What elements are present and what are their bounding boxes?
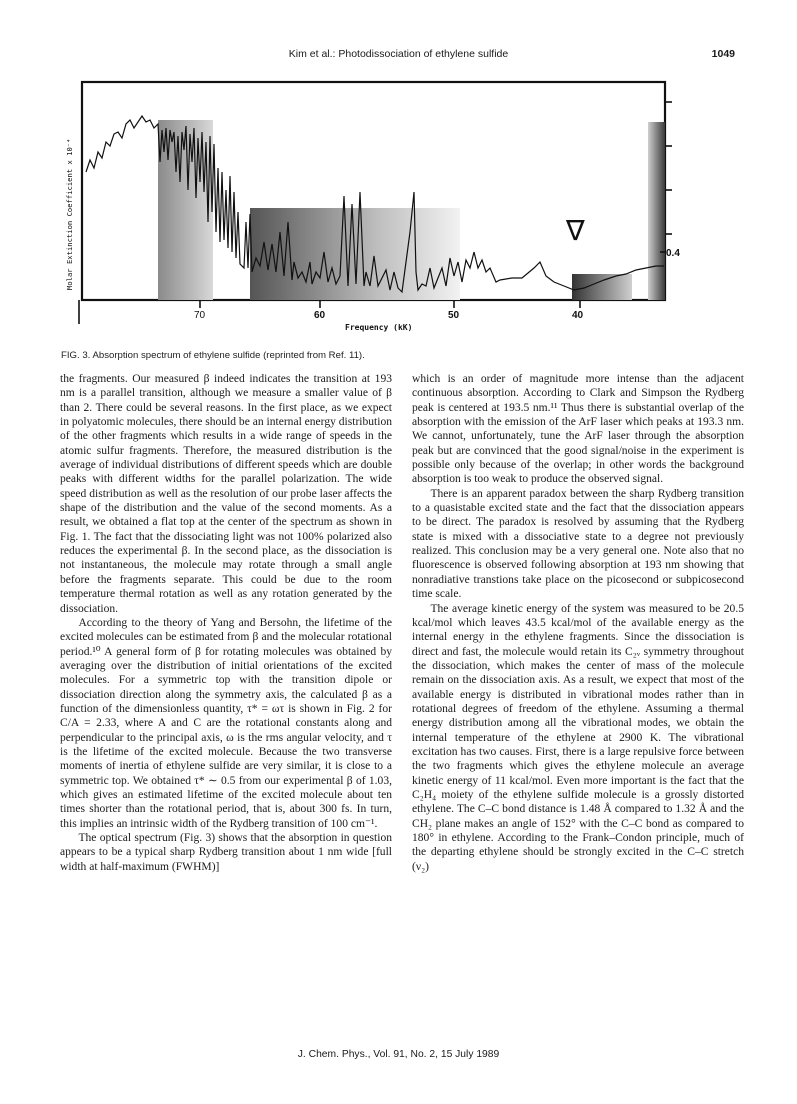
spectrum-plot xyxy=(60,72,750,342)
shaded-band-3 xyxy=(572,274,632,300)
figure-caption: FIG. 3. Absorption spectrum of ethylene sulfide (reprinted from Ref. 11). xyxy=(61,350,365,361)
paragraph: the fragments. Our measured β indeed indicates the transition at 193 nm is a parallel transition, although we measure a smaller value of β than 2. There could be several reasons. In the first place, as we expect in polyatomic molecules, there should be an internal energy distribution of the other fragments which results in a wide range of speeds in the atomic sulfur fragments. Therefore, the measured distribution is the average of individual distributions of different speeds which are double peaks with different widths for the parallel polarization. The wide speed distribution as well as the resolution of our probe laser affects the shape of the distribution and the value of the second moments. As a result, we obtained a flat top at the center of the spectrum as shown in Fig. 1. The fact that the dissociating light was not 100% polarized also reduces the experimental β. In the second place, as the dissociation is not instantaneous, the molecule may rotate through a small angle before the fragments separate. This could be due to the room temperature thermal rotation as well as any rotation generated by the dissociation. xyxy=(60,373,393,615)
paragraph: According to the theory of Yang and Bersohn, the lifetime of the excited molecules can be estimated from β and the molecular rotational period.¹⁰ A general form of β for rotating molecules was obtained by averaging over the distribution of initial orientations of the excited molecules. For a symmetric top with the transition dipole or dissociation direction along the symmetry axis, the calculated β as a function of the dimensionless quantity, τ* = ωτ is shown in Fig. 2 for C/A = 2.33, where A and C are the rotational constants along and perpendicular to the principal axis, ω is the rms angular velocity, and τ is the lifetime of the excited molecule. Because the two transverse moments of inertia of ethylene sulfide are very similar, it is close to a symmetric top. We obtained τ* ∼ 0.5 from our experimental β of 1.03, which gives an estimated lifetime of the excited molecule about ten times shorter than the rotational period, that is, about 300 fs. In turn, this implies an intrinsic width of the Rydberg transition of 100 cm⁻¹. xyxy=(60,616,392,830)
y-axis-label: Molar Extinction Coefficient x 10⁻⁴ xyxy=(65,138,74,290)
x-tick-50: 50 xyxy=(448,310,460,321)
paragraph: which is an order of magnitude more intense than the adjacent continuous absorption. According to Clark and Simpson the Rydberg peak is centered at 193.5 nm.¹¹ Thus there is substantial overlap of the absorption with the emission of the ArF laser which peaks at 193.3 nm. We cannot, unfortunately, tune the ArF laser through the absorption peak but are convinced that the good signal/noise in the experiment is possible only because of the overlap; in other words the background absorption is too weak to produce the observed signal. xyxy=(412,373,744,486)
right-column xyxy=(412,372,744,874)
inverted-triangle-marker: ∇ xyxy=(566,214,585,247)
running-title: Kim et al.: Photodissociation of ethylene sulfide xyxy=(288,48,509,60)
paragraph: The average kinetic energy of the system was measured to be 20.5 kcal/mol which leaves 43.5 kcal/mol of the available energy as the internal energy in the ethylene fragments. Since the dissociation is direct and fast, the molecule would retain its C₂ᵥ symmetry throughout the dissociation, which makes the center of mass of the molecule remain on the dissociation axis. As a result, we expect that most of the available energy is distributed in vibrational modes rather than in rotational degrees of freedom of the ethylene. Assuming a thermal energy distribution among all the vibrational modes, we obtain the internal temperature of the ethylene at 2900 K. The vibrational excitation has two causes. First, there is a large repulsive force between the two fragments which gives the ethylene molecule an average kinetic energy of 11 kcal/mol. Even more important is the fact that the C₂H₄ moiety of the ethylene sulfide molecule is a grossly distorted ethylene. The C–C bond distance is 1.48 Å compared to 1.32 Å and the CH₂ plane makes an angle of 152° with the C–C bond as compared to 180° in ethylene. According to the Frank–Condon principle, much of the departing ethylene should be strongly excited in the C–C stretch (ν₂) xyxy=(412,602,744,873)
x-axis-ticks xyxy=(79,300,580,324)
running-header xyxy=(0,48,797,64)
x-tick-70: 70 xyxy=(194,310,206,321)
x-tick-40: 40 xyxy=(572,310,584,321)
paragraph: The optical spectrum (Fig. 3) shows that the absorption in question appears to be a typical sharp Rydberg transition about 1 nm wide [full width at half-maximum (FWHM)] xyxy=(60,832,392,873)
x-tick-60: 60 xyxy=(314,310,326,321)
x-axis-label: Frequency (kK) xyxy=(345,323,413,332)
shaded-band-right xyxy=(648,122,665,300)
right-tick-label: 0.4 xyxy=(666,248,680,259)
page-number: 1049 xyxy=(711,48,735,60)
journal-footer: J. Chem. Phys., Vol. 91, No. 2, 15 July 1989 xyxy=(297,1049,500,1060)
shaded-band-1 xyxy=(158,120,213,300)
left-column xyxy=(60,372,392,874)
paragraph: There is an apparent paradox between the sharp Rydberg transition to a quasistable excited state and the fact that the dissociation appears to be direct. The paradox is resolved by assuming that the Rydberg state is mixed with a dissociative state to a degree not previously realized. This conclusion may be a very general one. Note also that no fluorescence is observed following absorption at 193 nm showing that nonradiative transtions take place on the picosecond or subpicosecond time scale. xyxy=(412,487,744,601)
absorption-spectrum-figure xyxy=(60,72,750,342)
